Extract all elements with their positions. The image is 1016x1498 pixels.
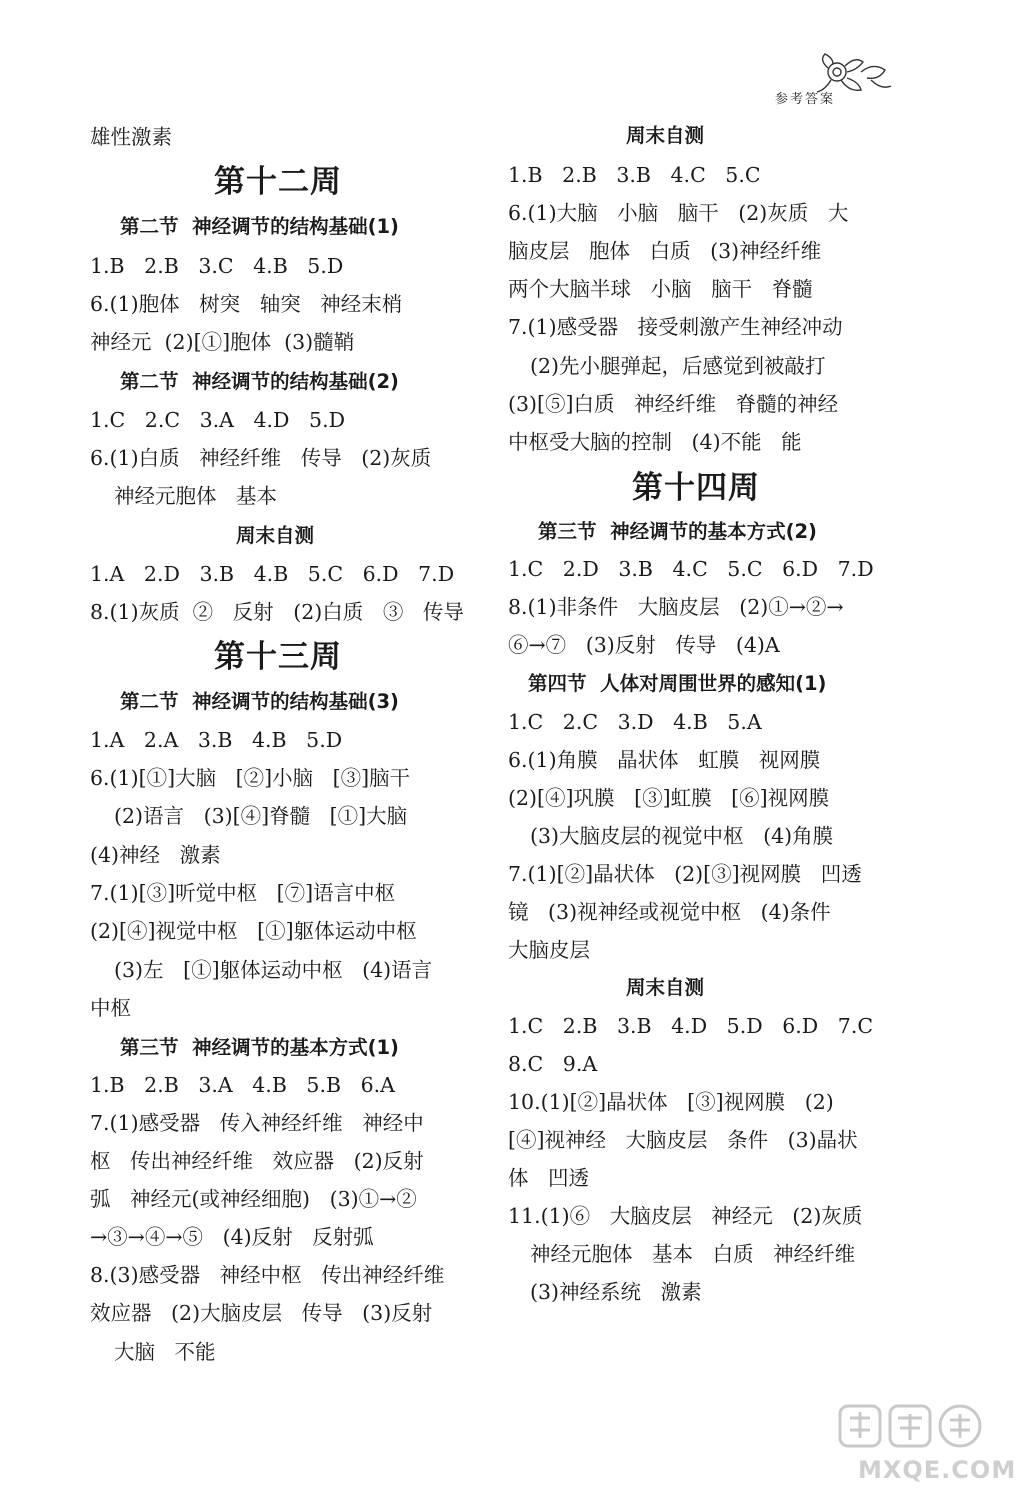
answer-line: ⑥→⑦ (3)反射 传导 (4)A (508, 633, 780, 657)
answer-line: 1.C 2.C 3.A 4.D 5.D (90, 408, 346, 432)
answer-line: (4)神经 激素 (90, 843, 221, 867)
watermark-text: MXQE.COM (858, 1456, 1016, 1484)
answer-line: 7.(1)[③]听觉中枢 [⑦]语言中枢 (90, 881, 396, 905)
week-14-title: 第十四周 (632, 470, 760, 506)
answer-line: 神经元 (2)[①]胞体 (3)髓鞘 (90, 330, 355, 354)
answer-line: 7.(1)感受器 接受刺激产生神经冲动 (508, 315, 843, 339)
answer-line: 1.B 2.B 3.B 4.C 5.C (508, 163, 761, 187)
answer-line: (2)[④]巩膜 [③]虹膜 [⑥]视网膜 (508, 786, 830, 810)
section-title: 第四节 人体对周围世界的感知(1) (528, 672, 827, 695)
answer-line: 7.(1)感受器 传入神经纤维 神经中 (90, 1111, 424, 1135)
answer-line: 大脑 不能 (114, 1340, 216, 1364)
answer-line: 1.A 2.A 3.B 4.B 5.D (90, 728, 343, 752)
answer-line: 脑皮层 胞体 白质 (3)神经纤维 (508, 239, 822, 263)
answer-line: 枢 传出神经纤维 效应器 (2)反射 (90, 1149, 424, 1173)
answer-line: [④]视神经 大脑皮层 条件 (3)晶状 (508, 1128, 858, 1152)
section-title: 第二节 神经调节的结构基础(2) (120, 370, 399, 393)
section-title: 周末自测 (626, 976, 705, 999)
answer-line: 弧 神经元(或神经细胞) (3)①→② (90, 1187, 417, 1211)
answer-line: 1.B 2.B 3.C 4.B 5.D (90, 254, 344, 278)
answer-line: 8.C 9.A (508, 1052, 598, 1076)
answer-line: 体 凹透 (508, 1166, 590, 1190)
answer-line: 1.C 2.D 3.B 4.C 5.C 6.D 7.D (508, 557, 874, 581)
answer-line: (3)神经系统 激素 (530, 1280, 702, 1304)
answer-line: (2)先小腿弹起，后感觉到被敲打 (530, 354, 826, 378)
section-title: 第二节 神经调节的结构基础(3) (120, 690, 399, 713)
section-title: 第三节 神经调节的基本方式(2) (538, 520, 817, 543)
continued-answer: 雄性激素 (90, 125, 172, 149)
answer-line: (2)[④]视觉中枢 [①]躯体运动中枢 (90, 919, 417, 943)
answer-line: 中枢受大脑的控制 (4)不能 能 (508, 430, 802, 454)
answer-line: 效应器 (2)大脑皮层 传导 (3)反射 (90, 1301, 433, 1325)
section-title: 周末自测 (626, 124, 705, 147)
answer-line: 8.(3)感受器 神经中枢 传出神经纤维 (90, 1263, 445, 1287)
answer-line: 6.(1)[①]大脑 [②]小脑 [③]脑干 (90, 766, 411, 790)
answer-line: (3)[⑤]白质 神经纤维 脊髓的神经 (508, 392, 839, 416)
answer-line: 6.(1)角膜 晶状体 虹膜 视网膜 (508, 748, 821, 772)
answer-line: 1.C 2.C 3.D 4.B 5.A (508, 710, 762, 734)
header-label: 参考答案 (775, 92, 836, 107)
answer-line: →③→④→⑤ (4)反射 反射弧 (90, 1225, 374, 1249)
answer-line: 6.(1)白质 神经纤维 传导 (2)灰质 (90, 446, 432, 470)
answer-line: 11.(1)⑥ 大脑皮层 神经元 (2)灰质 (508, 1204, 863, 1228)
answer-line: (3)左 [①]躯体运动中枢 (4)语言 (114, 958, 433, 982)
week-12-title: 第十二周 (214, 164, 342, 200)
answer-line: 7.(1)[②]晶状体 (2)[③]视网膜 凹透 (508, 862, 862, 886)
answer-line: 1.C 2.B 3.B 4.D 5.D 6.D 7.C (508, 1014, 874, 1038)
section-title: 第二节 神经调节的结构基础(1) (120, 215, 399, 238)
answer-line: 中枢 (90, 996, 131, 1020)
answer-line: (2)语言 (3)[④]脊髓 [①]大脑 (114, 804, 408, 828)
answer-line: 10.(1)[②]晶状体 [③]视网膜 (2) (508, 1090, 834, 1114)
answer-line: 神经元胞体 基本 (114, 484, 278, 508)
answer-line: 6.(1)大脑 小脑 脑干 (2)灰质 大 (508, 201, 849, 225)
answer-line: 6.(1)胞体 树突 轴突 神经末梢 (90, 292, 403, 316)
answer-line: 1.A 2.D 3.B 4.B 5.C 6.D 7.D (90, 562, 455, 586)
answer-line: 1.B 2.B 3.A 4.B 5.B 6.A (90, 1073, 395, 1097)
answer-line: 两个大脑半球 小脑 脑干 脊髓 (508, 277, 813, 301)
answer-line: 大脑皮层 (508, 938, 590, 962)
answer-line: 8.(1)灰质 ② 反射 (2)白质 ③ 传导 (90, 600, 464, 624)
answer-line: (3)大脑皮层的视觉中枢 (4)角膜 (530, 824, 834, 848)
week-13-title: 第十三周 (214, 639, 342, 675)
answer-line: 镜 (3)视神经或视觉中枢 (4)条件 (508, 900, 831, 924)
answer-line: 8.(1)非条件 大脑皮层 (2)①→②→ (508, 595, 844, 619)
section-title: 周末自测 (236, 524, 315, 547)
answer-stamp-icon (836, 1398, 986, 1454)
answer-line: 神经元胞体 基本 白质 神经纤维 (530, 1242, 856, 1266)
section-title: 第三节 神经调节的基本方式(1) (120, 1036, 399, 1059)
